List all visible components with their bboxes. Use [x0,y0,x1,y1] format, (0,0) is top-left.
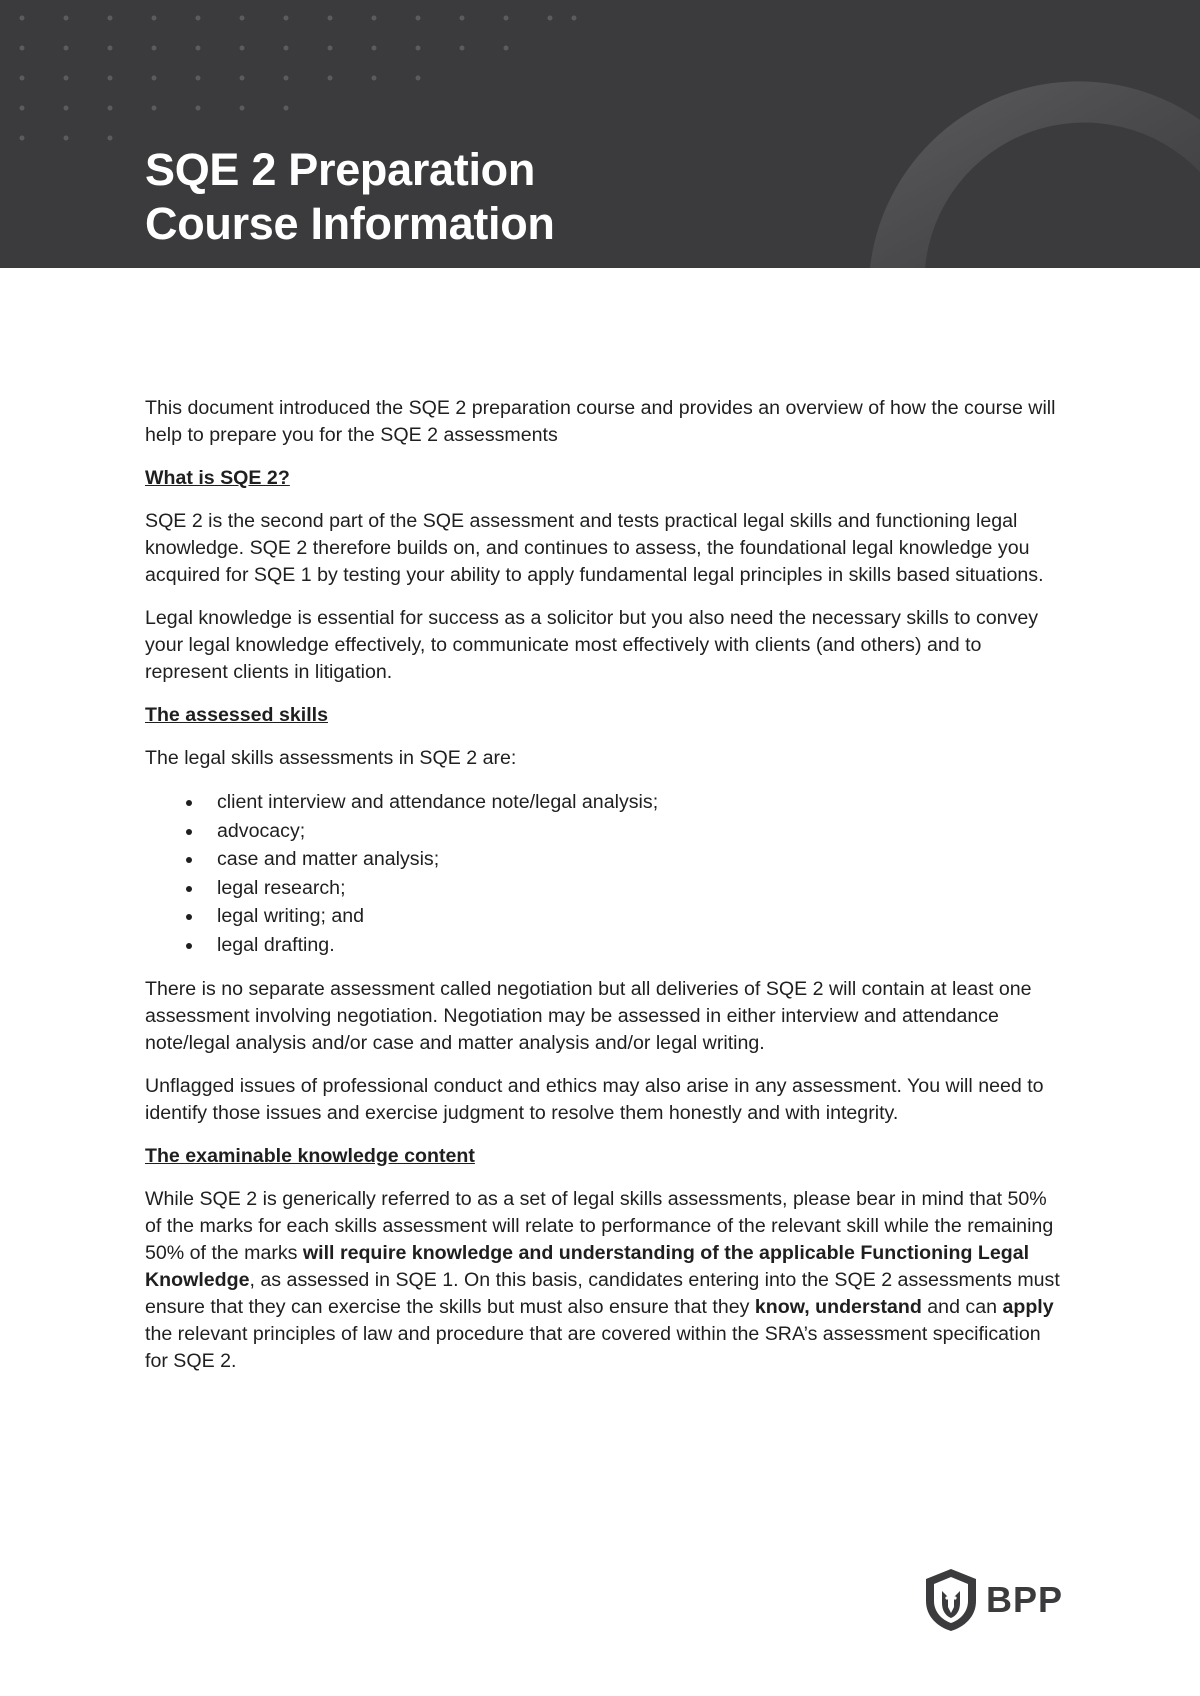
skills-list [145,788,1065,960]
list-item: legal drafting. [145,931,1065,960]
text-run: While SQE 2 is generically referred to as a set of legal skills assessments, please bear in mind that 50% of the marks for each skills assessment will relate to performance of the relevant skill while the remaining 50% of the marks [145,1187,1054,1264]
paragraph [145,1186,1065,1375]
intro-paragraph: This document introduced the SQE 2 preparation course and provides an overview of how the course will help to prepare you for the SQE 2 assessments [145,397,1056,446]
list-item: legal writing; and [145,902,1065,931]
section-heading-knowledge: The examinable knowledge content [145,1144,475,1167]
paragraph: Unflagged issues of professional conduct and ethics may also arise in any assessment. You will need to identify those issues and exercise judgment to resolve them honestly and with integrity. [145,1074,1044,1124]
section-heading-assessed-skills: The assessed skills [145,704,328,726]
paragraph: The legal skills assessments in SQE 2 are: [145,747,517,769]
text-run: , as assessed in SQE 1. On this basis, candidates entering into the SQE 2 assessments must ensure that they can exercise the skills but must also ensure that they [145,1268,1060,1318]
title-line-1: SQE 2 Preparation [145,144,536,195]
paragraph: SQE 2 is the second part of the SQE assessment and tests practical legal skills and functioning legal knowledge. SQE 2 therefore builds on, and continues to assess, the foundational legal knowledge you acquired for SQE 1 by testing your ability to apply fundamental legal principles in skills based situations. [145,510,1044,586]
section-heading-what-is: What is SQE 2? [145,467,290,489]
header-banner [0,0,1200,268]
list-item: client interview and attendance note/legal analysis; [145,788,1065,817]
logo-text: BPP [986,1579,1064,1620]
text-run: and can [921,1295,1003,1318]
list-item: advocacy; [145,817,1065,846]
bpp-logo [922,1567,1062,1637]
list-item: legal research; [145,874,1065,903]
paragraph: There is no separate assessment called negotiation but all deliveries of SQE 2 will contain at least one assessment involving negotiation. Negotiation may be assessed in either interview and attendance note/legal analysis and/or case and matter analysis and/or legal writing. [145,977,1032,1054]
list-item: case and matter analysis; [145,845,1065,874]
document-body [145,395,1065,1391]
text-run: the relevant principles of law and procedure that are covered within the SRA’s assessment specification for SQE 2. [145,1322,1041,1372]
title-line-2: Course Information [145,198,555,249]
lion-shield-icon [922,1567,980,1633]
bold-text: will require knowledge and understanding of the applicable Functioning Legal Knowledge [145,1241,1030,1291]
bold-text: apply [1002,1295,1054,1318]
paragraph: Legal knowledge is essential for success as a solicitor but you also need the necessary skills to convey your legal knowledge effectively, to communicate most effectively with clients (and others) and to represent clients in litigation. [145,607,1039,683]
document-title [145,143,555,251]
bold-text: know, understand [754,1295,922,1318]
